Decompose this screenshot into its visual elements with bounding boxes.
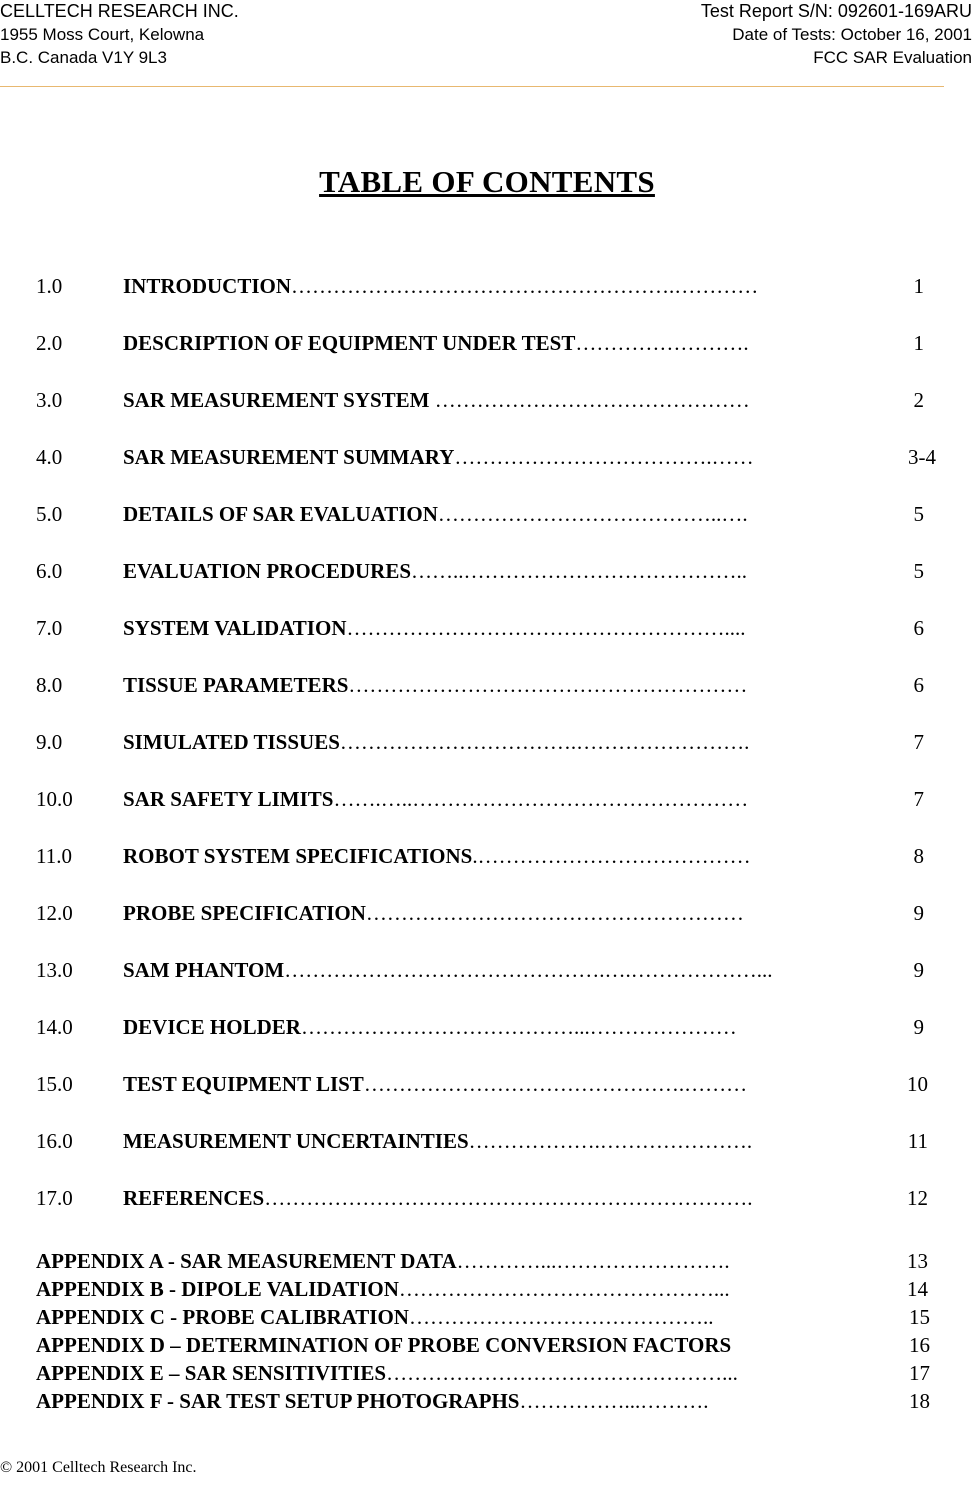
toc-title-line bbox=[123, 556, 747, 586]
toc-page: 1 bbox=[913, 331, 924, 355]
toc-title-line bbox=[123, 841, 751, 871]
appendix-entry[interactable] bbox=[0, 1304, 974, 1330]
toc-number: 8.0 bbox=[36, 673, 63, 697]
toc-entry[interactable] bbox=[0, 385, 974, 415]
toc-title-line bbox=[123, 898, 744, 928]
toc-entry[interactable] bbox=[0, 955, 974, 985]
appendix-title: APPENDIX B - DIPOLE VALIDATION bbox=[36, 1277, 399, 1301]
toc-leader: ……………………………………………………………. bbox=[264, 1186, 753, 1210]
toc-title-line bbox=[123, 613, 745, 643]
toc-title-line bbox=[123, 727, 749, 757]
header-divider bbox=[0, 86, 944, 87]
toc-page: 9 bbox=[913, 1015, 924, 1039]
toc-title: SIMULATED TISSUES bbox=[123, 730, 340, 754]
appendix-page: 17 bbox=[909, 1361, 930, 1385]
test-date: Date of Tests: October 16, 2001 bbox=[732, 25, 972, 44]
appendix-title: APPENDIX C - PROBE CALIBRATION bbox=[36, 1305, 409, 1329]
toc-leader: ……………….…………………. bbox=[468, 1129, 753, 1153]
toc-leader: …………………………….……………………. bbox=[339, 730, 750, 754]
toc-leader: …………………………………...………………… bbox=[300, 1015, 737, 1039]
appendix-page: 14 bbox=[907, 1277, 928, 1301]
header-left-block bbox=[0, 0, 239, 69]
toc-number: 1.0 bbox=[36, 274, 63, 298]
toc-page: 9 bbox=[913, 958, 924, 982]
toc-title: TISSUE PARAMETERS bbox=[123, 673, 349, 697]
address-line-2: B.C. Canada V1Y 9L3 bbox=[0, 48, 167, 67]
appendix-leader: ……………...………. bbox=[519, 1389, 709, 1413]
toc-number: 11.0 bbox=[36, 844, 72, 868]
toc-title: DEVICE HOLDER bbox=[123, 1015, 301, 1039]
toc-page: 7 bbox=[913, 730, 924, 754]
toc-entry[interactable] bbox=[0, 727, 974, 757]
toc-title-line bbox=[123, 385, 750, 415]
appendix-title-line bbox=[36, 1332, 731, 1358]
appendix-entry[interactable] bbox=[0, 1276, 974, 1302]
appendix-title-line bbox=[36, 1388, 708, 1414]
appendix-page: 13 bbox=[907, 1249, 928, 1273]
toc-entry[interactable] bbox=[0, 1069, 974, 1099]
toc-title: SAR SAFETY LIMITS bbox=[123, 787, 334, 811]
evaluation-type: FCC SAR Evaluation bbox=[813, 48, 972, 67]
appendix-leader: …………...……………………. bbox=[456, 1249, 730, 1273]
toc-number: 13.0 bbox=[36, 958, 73, 982]
toc-number: 6.0 bbox=[36, 559, 63, 583]
toc-leader: …………………………………..…. bbox=[437, 502, 748, 526]
toc-page: 9 bbox=[913, 901, 924, 925]
toc-number: 9.0 bbox=[36, 730, 63, 754]
toc-entry[interactable] bbox=[0, 784, 974, 814]
toc-leader: ……………………………………………….………… bbox=[291, 274, 759, 298]
toc-title-line bbox=[123, 499, 748, 529]
toc-entry[interactable] bbox=[0, 898, 974, 928]
toc-title-line bbox=[123, 1126, 752, 1156]
toc-page: 12 bbox=[907, 1186, 928, 1210]
appendix-entry[interactable] bbox=[0, 1332, 974, 1358]
toc-title: TEST EQUIPMENT LIST bbox=[123, 1072, 364, 1096]
toc-title-line bbox=[123, 328, 749, 358]
toc-entry[interactable] bbox=[0, 613, 974, 643]
toc-title: SAM PHANTOM bbox=[123, 958, 285, 982]
toc-entry[interactable] bbox=[0, 1126, 974, 1156]
toc-page: 8 bbox=[913, 844, 924, 868]
appendix-page: 15 bbox=[909, 1305, 930, 1329]
company-name: CELLTECH RESEARCH INC. bbox=[0, 1, 239, 21]
toc-leader: .………………………………… bbox=[472, 844, 751, 868]
appendix-title: APPENDIX F - SAR TEST SETUP PHOTOGRAPHS bbox=[36, 1389, 520, 1413]
toc-title-line bbox=[123, 271, 758, 301]
appendix-title: APPENDIX D – DETERMINATION OF PROBE CONVERSION FACTORS bbox=[36, 1333, 732, 1357]
toc-page: 1 bbox=[913, 274, 924, 298]
appendix-page: 18 bbox=[909, 1389, 930, 1413]
toc-number: 16.0 bbox=[36, 1129, 73, 1153]
toc-number: 14.0 bbox=[36, 1015, 73, 1039]
header-right-block bbox=[701, 0, 972, 69]
toc-page: 5 bbox=[913, 502, 924, 526]
toc-title-line bbox=[123, 955, 772, 985]
toc-leader: ……………………………………………….... bbox=[346, 616, 746, 640]
appendix-entry[interactable] bbox=[0, 1360, 974, 1386]
appendix-page: 16 bbox=[909, 1333, 930, 1357]
toc-title-line bbox=[123, 670, 747, 700]
toc-entry[interactable] bbox=[0, 499, 974, 529]
toc-page: 11 bbox=[907, 1129, 928, 1153]
toc-leader: ……………………………….…… bbox=[454, 445, 754, 469]
toc-title: EVALUATION PROCEDURES bbox=[123, 559, 412, 583]
copyright-footer: © 2001 Celltech Research Inc. bbox=[0, 1459, 197, 1476]
toc-number: 15.0 bbox=[36, 1072, 73, 1096]
toc-title: PROBE SPECIFICATION bbox=[123, 901, 366, 925]
toc-title-line bbox=[123, 784, 748, 814]
appendix-title: APPENDIX A - SAR MEASUREMENT DATA bbox=[36, 1249, 457, 1273]
toc-title: DETAILS OF SAR EVALUATION bbox=[123, 502, 438, 526]
toc-number: 12.0 bbox=[36, 901, 73, 925]
appendix-title-line bbox=[36, 1360, 738, 1386]
toc-page: 10 bbox=[907, 1072, 928, 1096]
toc-number: 4.0 bbox=[36, 445, 63, 469]
toc-entry[interactable] bbox=[0, 841, 974, 871]
toc-title: ROBOT SYSTEM SPECIFICATIONS bbox=[123, 844, 473, 868]
toc-entry[interactable] bbox=[0, 442, 974, 472]
toc-title-line bbox=[123, 442, 754, 472]
toc-number: 17.0 bbox=[36, 1186, 73, 1210]
toc-page: 6 bbox=[913, 673, 924, 697]
toc-number: 2.0 bbox=[36, 331, 63, 355]
toc-entry[interactable] bbox=[0, 328, 974, 358]
appendix-title-line bbox=[36, 1304, 713, 1330]
toc-title: SAR MEASUREMENT SUMMARY bbox=[123, 445, 455, 469]
toc-page: 2 bbox=[913, 388, 924, 412]
toc-leader: ……………………………………….….………………... bbox=[284, 958, 773, 982]
toc-number: 7.0 bbox=[36, 616, 63, 640]
appendix-entry[interactable] bbox=[0, 1248, 974, 1274]
address-line-1: 1955 Moss Court, Kelowna bbox=[0, 25, 205, 44]
toc-entry[interactable] bbox=[0, 556, 974, 586]
toc-entry[interactable] bbox=[0, 670, 974, 700]
page-title: TABLE OF CONTENTS bbox=[319, 164, 655, 199]
appendix-leader: ………………………………………... bbox=[398, 1277, 730, 1301]
appendix-entry[interactable] bbox=[0, 1388, 974, 1414]
toc-title: MEASUREMENT UNCERTAINTIES bbox=[123, 1129, 469, 1153]
toc-page: 5 bbox=[913, 559, 924, 583]
toc-leader: ……………………. bbox=[575, 331, 749, 355]
toc-page: 3-4 bbox=[908, 445, 936, 469]
page-header bbox=[0, 0, 974, 90]
toc-title: SYSTEM VALIDATION bbox=[123, 616, 347, 640]
appendix-title: APPENDIX E – SAR SENSITIVITIES bbox=[36, 1361, 387, 1385]
toc-number: 10.0 bbox=[36, 787, 73, 811]
appendix-leader: …………………………………………... bbox=[386, 1361, 738, 1385]
toc-leader: ……………………………………….……… bbox=[363, 1072, 748, 1096]
appendix-title-line bbox=[36, 1276, 730, 1302]
toc-title-line bbox=[123, 1012, 737, 1042]
appendix-leader: …………………………………….. bbox=[408, 1305, 714, 1329]
toc-number: 3.0 bbox=[36, 388, 63, 412]
toc-leader: ……………………………………… bbox=[434, 388, 750, 412]
toc-entry[interactable] bbox=[0, 1012, 974, 1042]
toc-leader: ……………………………………………… bbox=[365, 901, 744, 925]
toc-title: DESCRIPTION OF EQUIPMENT UNDER TEST bbox=[123, 331, 576, 355]
toc-page: 7 bbox=[913, 787, 924, 811]
toc-entry[interactable] bbox=[0, 1183, 974, 1213]
toc-number: 5.0 bbox=[36, 502, 63, 526]
toc-title: SAR MEASUREMENT SYSTEM bbox=[123, 388, 435, 412]
toc-leader: ……..………………………………….. bbox=[411, 559, 748, 583]
appendix-title-line bbox=[36, 1248, 730, 1274]
toc-leader: ………………………………………………… bbox=[348, 673, 748, 697]
toc-title-line bbox=[123, 1069, 747, 1099]
toc-page: 6 bbox=[913, 616, 924, 640]
toc-entry[interactable] bbox=[0, 271, 974, 301]
toc-title-line bbox=[123, 1183, 752, 1213]
toc-title: INTRODUCTION bbox=[123, 274, 292, 298]
report-number: Test Report S/N: 092601-169ARU bbox=[700, 1, 972, 21]
toc-title: REFERENCES bbox=[123, 1186, 265, 1210]
toc-leader: …….…..………………………………………… bbox=[333, 787, 749, 811]
